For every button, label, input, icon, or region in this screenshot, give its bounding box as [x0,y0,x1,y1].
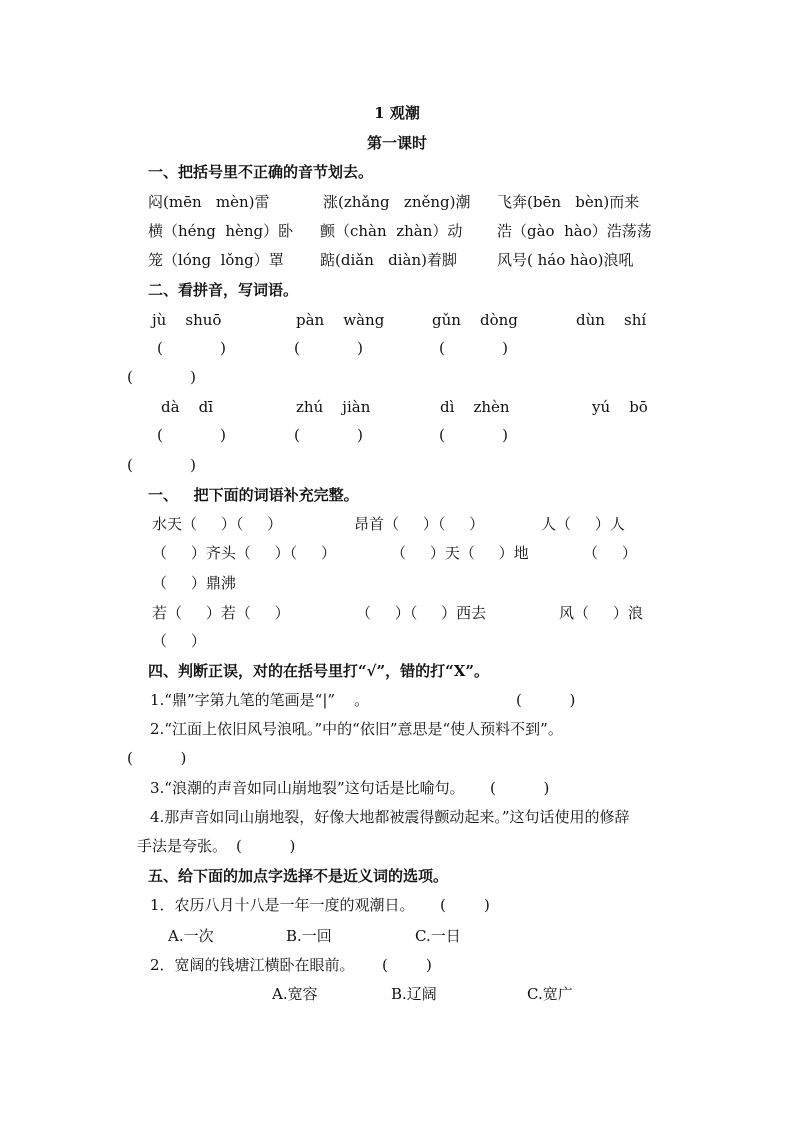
fill-in-phrase: （ ） [152,632,206,650]
section3-heading: 一、 把下面的词语补充完整。 [148,486,359,504]
choice-option[interactable]: A.宽容 [272,985,318,1003]
pinyin-item: 踮(diǎn diàn)着脚 [320,251,458,269]
fill-in-phrase: 昂首（ ）（ ） [354,515,485,533]
answer-blank[interactable]: ( ) [294,426,363,444]
choice-option[interactable]: C.一日 [415,927,461,945]
pinyin-item: 涨(zhǎng zněng)潮 [323,193,471,211]
pinyin-prompt: pàn wàng [296,311,385,329]
answer-blank[interactable]: ( ) [440,896,490,914]
answer-blank[interactable]: ( ) [490,779,550,797]
pinyin-prompt: dì zhèn [440,398,510,416]
answer-blank[interactable]: ( ) [439,426,508,444]
pinyin-prompt: yú bō [592,398,648,416]
choice-option[interactable]: A.一次 [168,927,214,945]
answer-blank[interactable]: ( ) [236,837,296,855]
answer-blank[interactable]: ( ) [382,956,432,974]
page-title: 1 观潮 [374,104,420,122]
judgement-question: 3.“浪潮的声音如同山崩地裂”这句话是比喻句。 [150,779,465,797]
pinyin-item: 横（héng hèng）卧 [148,222,294,240]
judgement-question: 手法是夸张。 [137,837,228,855]
pinyin-item: 闷(mēn mèn)雷 [148,193,270,211]
answer-blank[interactable]: ( ) [127,749,187,767]
fill-in-phrase: （ ） [583,544,637,562]
judgement-question: 2.“江面上依旧风号浪吼。”中的“依旧”意思是“使人预料不到”。 [150,720,563,738]
pinyin-item: 飞奔(bēn bèn)而来 [497,193,640,211]
pinyin-prompt: dà dī [161,398,214,416]
fill-in-phrase: （ ）（ ）西去 [356,604,487,622]
fill-in-phrase: 若（ ）若（ ） [152,604,290,622]
section5-heading: 五、给下面的加点字选择不是近义词的选项。 [148,867,449,885]
fill-in-phrase: 风（ ）浪 [559,604,643,622]
lesson-subtitle: 第一课时 [366,134,427,152]
fill-in-phrase: 水天（ ）（ ） [152,515,283,533]
pinyin-prompt: jù shuō [152,311,222,329]
answer-blank[interactable]: ( ) [127,368,196,386]
answer-blank[interactable]: ( ) [157,339,226,357]
fill-in-phrase: 人（ ）人 [541,515,625,533]
choice-question: 1．农历八月十八是一年一度的观潮日。 [150,896,415,914]
answer-blank[interactable]: ( ) [157,426,226,444]
pinyin-item: 笼（lóng lǒng）罩 [148,251,284,269]
section2-heading: 二、看拼音，写词语。 [148,281,299,299]
pinyin-item: 颤（chàn zhàn）动 [320,222,463,240]
pinyin-prompt: zhú jiàn [296,398,371,416]
fill-in-phrase: （ ）天（ ）地 [391,544,529,562]
judgement-question: 1.“鼎”字第九笔的笔画是“|” 。 [150,691,370,709]
fill-in-phrase: （ ）齐头（ ）（ ） [152,544,337,562]
answer-blank[interactable]: ( ) [439,339,508,357]
pinyin-prompt: dùn shí [576,311,647,329]
answer-blank[interactable]: ( ) [127,456,196,474]
choice-option[interactable]: C.宽广 [527,985,573,1003]
choice-question: 2．宽阔的钱塘江横卧在眼前。 [150,956,355,974]
pinyin-item: 浩（gào hào）浩荡荡 [497,222,652,240]
pinyin-prompt: gǔn dòng [432,311,518,329]
judgement-question: 4.那声音如同山崩地裂，好像大地都被震得颤动起来。”这句话使用的修辞 [150,808,630,826]
fill-in-phrase: （ ）鼎沸 [152,574,236,592]
choice-option[interactable]: B.一回 [286,927,332,945]
section4-heading: 四、判断正误，对的在括号里打“√”，错的打“X”。 [148,662,490,680]
section1-heading: 一、把括号里不正确的音节划去。 [148,163,374,181]
choice-option[interactable]: B.辽阔 [391,985,437,1003]
answer-blank[interactable]: ( ) [294,339,363,357]
pinyin-item: 风号( háo hào)浪吼 [497,251,634,269]
answer-blank[interactable]: ( ) [516,691,576,709]
